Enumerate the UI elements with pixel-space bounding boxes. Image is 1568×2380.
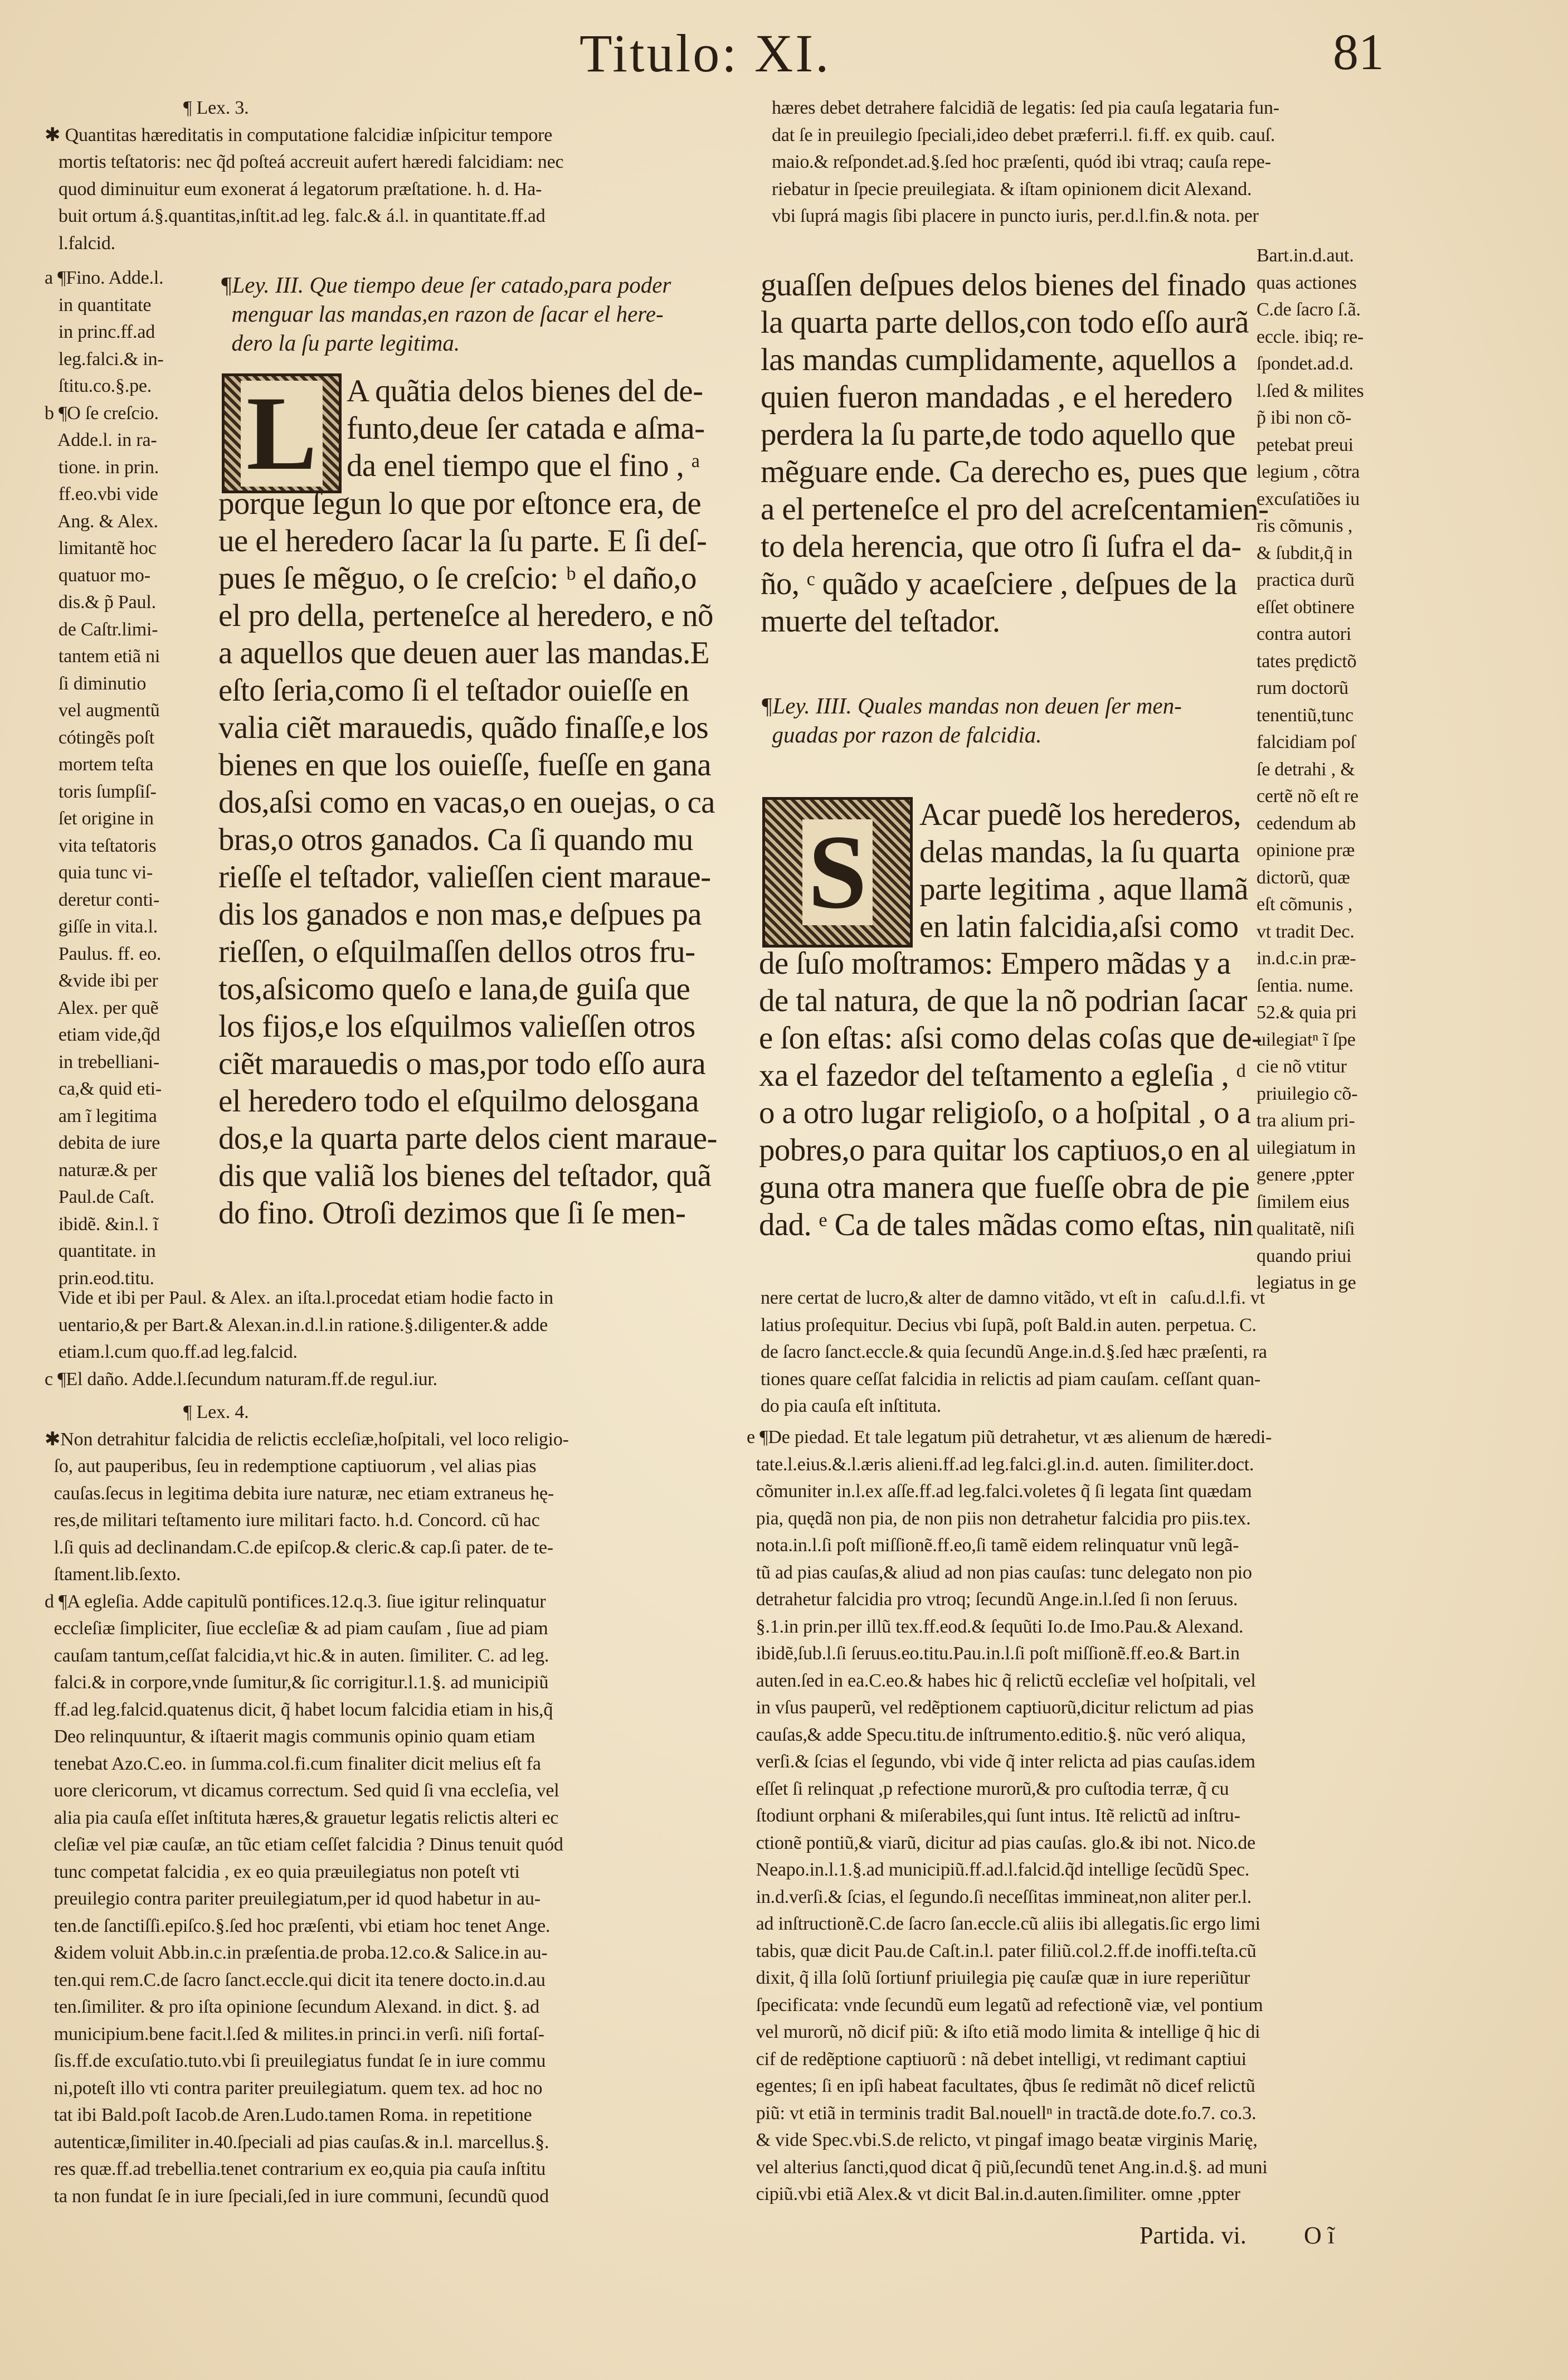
initial-letter: S xyxy=(802,819,873,925)
law-3-continuation: guaſſen deſpues delos bienes del finado la quarta parte dellos,con todo eſſo aurã las mandas cumplidamente, aquellos a quien fueron mandadas , e el heredero perdera la ſu parte,de todo aquello que mẽguare ende. Ca derecho es, pues que a el perteneſce el pro del acreſcentamien- to dela herencia, que otro ſi ſufra el da- ño, ᶜ quãdo y acaeſciere , deſpues de la muerte del teſtador. xyxy=(761,268,1269,639)
decorated-initial-a-icon xyxy=(222,373,342,493)
folio-number: 81 xyxy=(1333,23,1384,80)
gloss-de-piedad: e ¶De piedad. Et tale legatum piũ detrahetur, vt æs alienum de hæredi- tate.l.eius.&.l.æris alieni.ff.ad leg.falci.gl.in.d. auten. ſimiliter.doct. cõmuniter in.l.ex aſſe.ff.ad leg.falci.voletes q̃ ſi legata ſint quædam pia, quędã non pia, de non piis non detrahetur falcidia pro piis.tex. nota.in.l.ſi poſt miſſionẽ.ff.eo,ſi tamẽ eidem relinquatur vnũ legã- tũ ad pias cauſas,& aliud ad non pias cauſas: tunc delegato non pio detrahetur falcidia pro vtroq; ſecundũ Ange.in.l.ſed ſi non ſeruus. §.1.in prin.per illũ tex.ff.eod.& ſequũti Io.de Imo.Pau.& Alexand. ibidẽ,ſub.l.ſi ſeruus.eo.titu.Pau.in.l.ſi poſt miſſionẽ.ff.eo.& Bart.in auten.ſed in ea.C.eo.& habes hic q̃ relictũ eccleſiæ vel hoſpitali, vel in vſus pauperũ, vel redẽptionem captiuorũ,dicitur relictum ad pias cauſas,& adde Specu.titu.de inſtrumento.editio.§. nũc veró aliqua, verſi.& ſcias el ſegundo, vbi vide q̃ inter relicta ad pias cauſas.idem eſſet ſi relinquat ,p refectione murorũ,& pro cuſtodia terræ, q̃ cu ſtodiunt orphani & miſerabiles,qui ſunt intus. Itẽ relictũ ad inſtru- ctionẽ pontiũ,& viarũ, dicitur ad pias cauſas. glo.& ibi not. Nico.de Neapo.in.l.1.§.ad municipiũ.ff.ad.l.falcid.q̃d intellige ſecũdũ Spec. in.d.verſi.& ſcias, el ſegundo.ſi neceſſitas immineat,non aliter per.l. ad inſtructionẽ.C.de ſacro ſan.eccle.cũ aliis ibi allegatis.ſic ergo limi tabis, quæ dicit Pau.de Caſt.in.l. pater filiũ.col.2.ff.de inoffi.teſta.cũ dixit, q̃ illa ſolũ ſortiunf priuilegia pię cauſæ quæ in iure reperiũtur ſpecificata: vnde ſecundũ eum legatũ ad refectionẽ viæ, vel pontium vel murorũ, nõ dicif piũ: & iſto etiã modo limita & intellige q̃ hic di cif de redẽptione captiuorũ : nã debet intelligi, vt redimant captiui egentes; ſi en ipſi habeat facultates, q̃bus ſe redimãt nõ dicef relictũ piũ: vt etiã in terminis tradit Bal.nouellⁿ in tractã.de dote.fo.7. co.3. & vide Spec.vbi.S.de relicto, vt pingaf imago beatæ virginis Marię, vel alterius ſancti,quod dicat q̃ piũ,ſecundũ tenet Ang.in.d.§. ad muni cipiũ.vbi etiã Alex.& vt dicit Bal.in.d.auten.ſimiliter. omne ,ppter xyxy=(747,1427,1272,2204)
law-4-text: de ſuſo moſtramos: Empero mãdas y a de tal natura, de que la nõ podrian ſacar e ſon eſtas: aſsi como delas coſas que de- xa el fazedor del teſtamento a egleſia , ᵈ o a otro lugar religioſo, o a hoſpital , o a pobres,o para quitar los captiuos,o en al guna otra manera que fueſſe obra de pie dad. ᵉ Ca de tales mãdas como eſtas, nin xyxy=(759,946,1262,1242)
initial-letter: L xyxy=(241,381,323,487)
catchword: Partida. vi. xyxy=(1140,2222,1246,2249)
gloss-lex4: ¶ Lex. 4. ✱Non detrahitur falcidia de relictis eccleſiæ,hoſpitali, vel loco religio- ſo, aut pauperibus, ſeu in redemptione captiuorum , vel alias pias cauſas.ſecus in legitima debita iure naturæ, nec etiam extraneus hę- res,de militari teſtamento iure militari facto. h.d. Concord. cũ hac l.ſi quis ad declinandam.C.de epiſcop.& cleric.& cap.ſi pater. de te- ſtament.lib.ſexto. d ¶A egleſia. Adde capitulũ pontifices.12.q.3. ſiue igitur relinquatur eccleſiæ ſimpliciter, ſiue eccleſiæ & ad piam cauſam , ſiue ad piam cauſam tantum,ceſſat falcidia,vt hic.& in auten. ſimiliter. C. ad leg. falci.& in corpore,vnde ſumitur,& ſic corrigitur.l.1.§. ad municipiũ ff.ad leg.falcid.quatenus dicit, q̃ habet locum falcidia etiam in his,q̃ Deo relinquuntur, & iſtaerit magis communis opinio quam etiam tenebat Azo.C.eo. in ſumma.col.fi.cum finaliter dicit melius eſt fa uore clericorum, vt dicamus correctum. Sed quid ſi vna eccleſia, vel alia pia cauſa eſſet inſtituta hæres,& grauetur legatis relictis alteri ec cleſiæ vel piæ cauſæ, an tũc etiam ceſſet falcidia ? Dinus tenuit quód tunc competat falcidia , ex eo quia præuilegiatus non poteſt vti preuilegio contra pariter preuilegiatum,per id quod habetur in au- ten.de ſanctiſſi.epiſco.§.ſed hoc præſenti, vbi etiam hoc tenet Ange. &idem voluit Abb.in.c.in præſentia.de proba.12.co.& Salice.in au- ten.qui rem.C.de ſacro ſanct.eccle.qui dicit ita tenere docto.in.d.au ten.ſimiliter. & pro iſta opinione ſecundum Alexand. in dict. §. ad municipium.bene facit.l.ſed & milites.in princi.in verſi. niſi fortaſ- ſis.ff.de excuſatio.tuto.vbi ſi preuilegiatus fundat ſe in iure commu ni,poteſt illo vti contra pariter preuilegiatum. quem tex. ad hoc no tat ibi Bald.poſt Iacob.de Aren.Ludo.tamen Roma. in repetitione autenticæ,ſimiliter in.40.ſpeciali ad pias cauſas.& in.l. marcellus.§. res quæ.ff.ad trebellia.tenet contrarium ex eo,quia pia cauſa inſtitu ta non fundat ſe in iure ſpeciali,ſed in iure communi, ſecundũ quod xyxy=(45,1402,569,2207)
law-3-text: porque ſegun lo que por eſtonce era, de ue el heredero ſacar la ſu parte. E ſi deſ- pues ſe mẽguo, o ſe creſcio: ᵇ el daño,o el pro della, perteneſce al heredero, e nõ a aquellos que deuen auer las mandas.E eſto ſeria,como ſi el teſtador ouieſſe en valia ciẽt marauedis, quãdo finaſſe,e los bienes en que los ouieſſe, fueſſe en gana dos,aſsi como en vacas,o en ouejas, o ca bras,o otros ganados. Ca ſi quando mu rieſſe el teſtador, valieſſen cient maraue- dis los ganados e non mas,e deſpues pa rieſſen, o eſquilmaſſen dellos otros fru- tos,aſsicomo queſo e lana,de guiſa que los fijos,e los eſquilmos valieſſen otros ciẽt marauedis o mas,por todo eſſo aura el heredero todo el eſquilmo delosgana dos,e la quarta parte delos cient maraue- dis que valiã los bienes del teſtador, quã do fino. Otroſi dezimos que ſi ſe men- xyxy=(218,486,717,1231)
gloss-right-margin: Bart.in.d.aut. quas actiones C.de ſacro ſ.ã. eccle. ibiq; re- ſpondet.ad.d. l.ſed & milites p̃ ibi non cõ- petebat preui legium , cõtra excuſatiões iu ris cõmunis , & ſubdit,q̃ in practica durũ eſſet obtinere contra autori tates prędictõ rum doctorũ tenentiũ,tunc falcidiam poſ ſe detrahi , & certẽ nõ eſt re cedendum ab opinione præ dictorũ, quæ eſt cõmunis , vt tradit Dec. in.d.c.in præ- ſentia. nume. 52.& quia pri uilegiatⁿ ĩ ſpe cie nõ vtitur priuilegio cõ- tra alium pri- uilegiatum in genere ,ppter ſimilem eius qualitatẽ, niſi quando priui legiatus in ge xyxy=(1257,245,1364,1293)
law-3-text-beside-initial: A quãtia delos bienes del de- funto,deue ſer catada e aſma- da enel tiempo que el fino , ᵃ xyxy=(347,373,705,483)
gloss-top-right: hæres debet detrahere falcidiã de legatis: ſed pia cauſa legataria fun- dat ſe in preuilegio ſpeciali,ideo debet præferri.l. fi.ff. ex quib. cauſ. maio.& reſpondet.ad.§.ſed hoc præſenti, quód ibi vtraq; cauſa repe- riebatur in ſpecie preuilegiata. & iſtam opinionem dicit Alexand. vbi ſuprá magis ſibi placere in puncto iuris, per.d.l.fin.& nota. per xyxy=(772,98,1279,226)
law-4-text-beside-initial: Acar puedẽ los herederos, delas mandas, la ſu quarta parte legitima , aque llamã en latin falcidia,aſsi como xyxy=(919,797,1248,944)
decorated-initial-s-icon xyxy=(762,797,913,948)
signature-mark: O ĩ xyxy=(1304,2222,1335,2249)
gloss-lex3: ¶ Lex. 3. ✱ Quantitas hæreditatis in computatione falcidiæ inſpicitur tempore mortis teſtatoris: nec q̃d poſteá accreuit aufert hæredi falcidiam: nec quod diminuitur eum exonerat á legatorum præſtatione. h. d. Ha- buit ortum á.§.quantitas,inſtit.ad leg. falc.& á.l. in quantitate.ff.ad l.falcid. xyxy=(45,98,564,254)
gloss-left-margin: a ¶Fino. Adde.l. in quantitate in princ.ff.ad leg.falci.& in- ſtitu.co.§.pe. b ¶O ſe creſcio. Adde.l. in ra- tione. in prin. ff.eo.vbi vide Ang. & Alex. limitantẽ hoc quatuor mo- dis.& p̃ Paul. de Caſtr.limi- tantem etiã ni ſi diminutio vel augmentũ cótingẽs poſt mortem teſta toris ſumpſiſ- ſet origine in vita teſtatoris quia tunc vi- deretur conti- giſſe in vita.l. Paulus. ff. eo. &vide ibi per Alex. per quẽ etiam vide,q̃d in trebelliani- ca,& quid eti- am ĩ legitima debita de iure naturæ.& per Paul.de Caſt. ibidẽ. &in.l. ĩ quantitate. in prin.eod.titu. xyxy=(45,268,164,1289)
law-4-heading: ¶Ley. IIII. Quales mandas non deuen ſer men- guadas por razon de falcidia. xyxy=(761,693,1182,747)
running-title: Titulo: XI. xyxy=(580,23,831,83)
gloss-left-lower: Vide et ibi per Paul. & Alex. an iſta.l.procedat etiam hodie facto in uentario,& per Bart.& Alexan.in.d.l.in ratione.§.diligenter.& adde etiam.l.cum quo.ff.ad leg.falcid. c ¶El daño. Adde.l.ſecundum naturam.ff.de regul.iur. xyxy=(45,1288,553,1390)
gloss-right-lower: nere certat de lucro,& alter de damno vitãdo, vt eſt in caſu.d.l.fi. vt latius proſequitur. Decius vbi ſupã, poſt Bald.in auten. perpetua. C. de ſacro ſanct.eccle.& quia ſecundũ Ange.in.d.§.ſed hæc præſenti, ra tiones quare ceſſat falcidia in relictis ad piam cauſam. ceſſant quan- do pia cauſa eſt inſtituta. xyxy=(761,1288,1267,1416)
law-3-heading: ¶Ley. III. Que tiempo deue ſer catado,para poder menguar las mandas,en razon de ſacar el here- dero la ſu parte legitima. xyxy=(220,272,671,356)
